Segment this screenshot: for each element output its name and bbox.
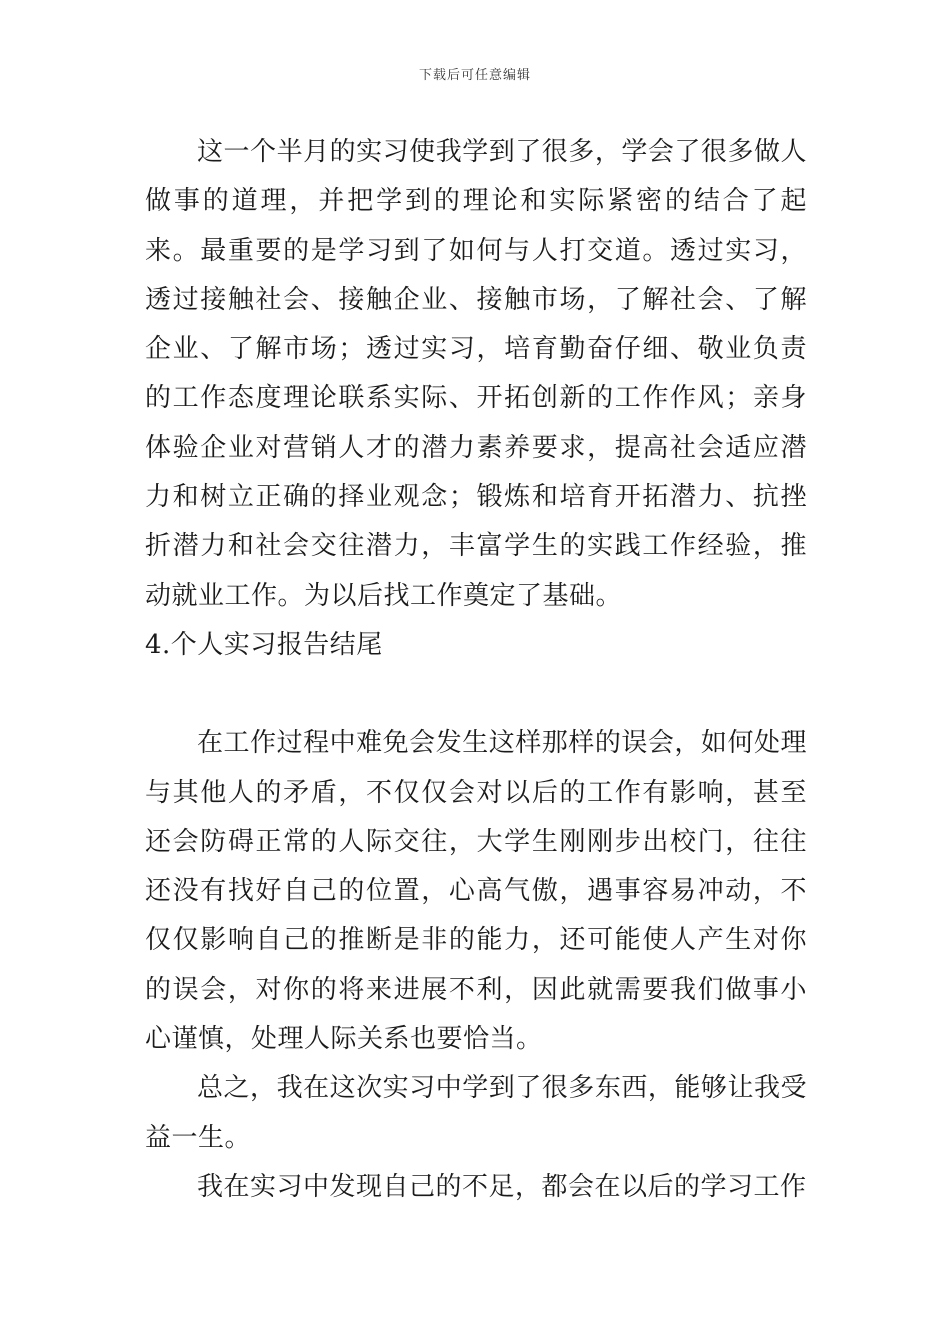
section-heading: 4.个人实习报告结尾	[145, 629, 383, 660]
page-header-note: 下载后可任意编辑	[418, 68, 531, 83]
body-paragraph-2: 在工作过程中难免会发生这样那样的误会，如何处理与其他人的矛盾，不仅仅会对以后的工作有影响，甚至还会防碍正常的人际交往，大学生刚刚步出校门，往往还没有找好自己的位置，心高气傲，遇事容易冲动，不仅仅影响自己的推断是非的能力，还可能使人产生对你的误会，对你的将来进展不利，因此就需要我们做事小心谨慎，处理人际关系也要恰当。	[145, 728, 807, 1055]
body-paragraph-1: 这一个半月的实习使我学到了很多，学会了很多做人做事的道理，并把学到的理论和实际紧密的结合了起来。最重要的是学习到了如何与人打交道。透过实习，透过接触社会、接触企业、接触市场，了解社会、了解企业、了解市场；透过实习，培育勤奋仔细、敬业负责的工作态度理论联系实际、开拓创新的工作作风；亲身体验企业对营销人才的潜力素养要求，提高社会适应潜力和树立正确的择业观念；锻炼和培育开拓潜力、抗挫折潜力和社会交往潜力，丰富学生的实践工作经验，推动就业工作。为以后找工作奠定了基础。	[145, 137, 807, 611]
document-body	[145, 128, 807, 1212]
body-paragraph-4: 我在实习中发现自己的不足，都会在以后的学习工作	[197, 1171, 807, 1202]
paragraph-spacer	[145, 670, 807, 719]
body-paragraph-3: 总之，我在这次实习中学到了很多东西，能够让我受益一生。	[145, 1073, 807, 1153]
